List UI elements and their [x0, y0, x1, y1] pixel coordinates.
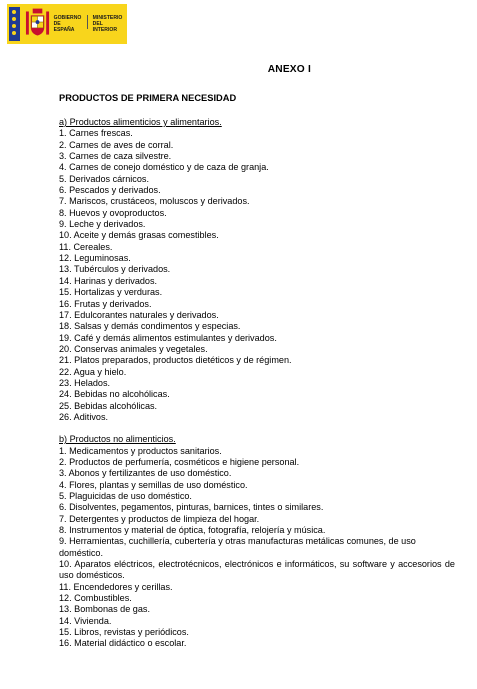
list-item: 9. Herramientas, cuchillería, cubertería y otras manufacturas metálicas comunes, de uso doméstico. [59, 536, 416, 558]
list-item: 5. Derivados cárnicos. [59, 173, 149, 184]
list-item: 2. Productos de perfumería, cosméticos e higiene personal. [59, 456, 300, 467]
list-item: 3. Abonos y fertilizantes de uso doméstico. [59, 468, 232, 479]
eu-flag-icon [9, 7, 20, 41]
section-a-list [59, 128, 455, 423]
list-item: 24. Bebidas no alcohólicas. [59, 389, 170, 400]
list-item: 11. Cereales. [59, 241, 113, 252]
list-item: 15. Hortalizas y verduras. [59, 287, 163, 298]
list-item: 1. Medicamentos y productos sanitarios. [59, 445, 222, 456]
section-a [59, 117, 455, 423]
list-item: 9. Leche y derivados. [59, 219, 146, 230]
list-item: 5. Plaguicidas de uso doméstico. [59, 491, 192, 501]
list-item: 16. Frutas y derivados. [59, 298, 152, 309]
logo-text-gobierno: GOBIERNO DE ESPAÑA [53, 15, 82, 33]
list-item: 10. Aceite y demás grasas comestibles. [59, 230, 219, 241]
list-item: 8. Huevos y ovoproductos. [59, 207, 167, 218]
list-item: 17. Edulcorantes naturales y derivados. [59, 309, 219, 320]
list-item: 1. Carnes frescas. [59, 128, 133, 139]
list-item: 4. Carnes de conejo doméstico y de caza de granja. [59, 162, 269, 173]
list-item: 21. Platos preparados, productos dietéticos y de régimen. [59, 355, 292, 366]
list-item: 23. Helados. [59, 377, 111, 388]
logo-divider [87, 15, 88, 29]
list-item: 6. Disolventes, pegamentos, pinturas, barnices, tintes o similares. [59, 502, 324, 513]
document-body [59, 64, 455, 650]
section-b [59, 434, 455, 650]
government-logo [7, 4, 127, 44]
list-item: 10. Aparatos eléctricos, electrotécnicos, electrónicos e informáticos, su software y accesorios de uso domésticos. [59, 559, 455, 581]
list-item: 14. Harinas y derivados. [59, 275, 158, 286]
list-item: 2. Carnes de aves de corral. [59, 139, 174, 150]
list-item: 22. Agua y hielo. [59, 366, 127, 377]
section-b-title: b) Productos no alimenticios. [59, 434, 176, 445]
list-item: 15. Libros, revistas y periódicos. [59, 627, 189, 638]
page-title: ANEXO I [267, 64, 311, 75]
logo-text-ministerio: MINISTERIO DEL INTERIOR [92, 15, 123, 33]
section-a-title: a) Productos alimenticios y alimentarios. [59, 117, 222, 127]
list-item: 3. Carnes de caza silvestre. [59, 151, 172, 162]
list-item: 6. Pescados y derivados. [59, 185, 161, 196]
document-heading: PRODUCTOS DE PRIMERA NECESIDAD [59, 93, 237, 103]
list-item: 16. Material didáctico o escolar. [59, 638, 187, 649]
list-item: 20. Conservas animales y vegetales. [59, 343, 208, 354]
list-item: 18. Salsas y demás condimentos y especias. [59, 321, 241, 332]
list-item: 13. Bombonas de gas. [59, 604, 150, 615]
list-item: 4. Flores, plantas y semillas de uso doméstico. [59, 479, 248, 490]
list-item: 13. Tubérculos y derivados. [59, 264, 171, 275]
list-item: 19. Café y demás alimentos estimulantes y derivados. [59, 332, 277, 343]
list-item: 12. Combustibles. [59, 593, 132, 604]
list-item: 11. Encendedores y cerillas. [59, 581, 173, 592]
list-item: 26. Aditivos. [59, 411, 109, 422]
section-b-list [59, 446, 455, 650]
list-item: 14. Vivienda. [59, 615, 112, 626]
list-item: 7. Mariscos, crustáceos, moluscos y derivados. [59, 196, 250, 207]
list-item: 8. Instrumentos y material de óptica, fotografía, relojería y música. [59, 525, 326, 536]
coat-of-arms-icon [25, 7, 50, 41]
list-item: 7. Detergentes y productos de limpieza del hogar. [59, 513, 260, 524]
list-item: 25. Bebidas alcohólicas. [59, 400, 158, 411]
list-item: 12. Leguminosas. [59, 253, 131, 264]
